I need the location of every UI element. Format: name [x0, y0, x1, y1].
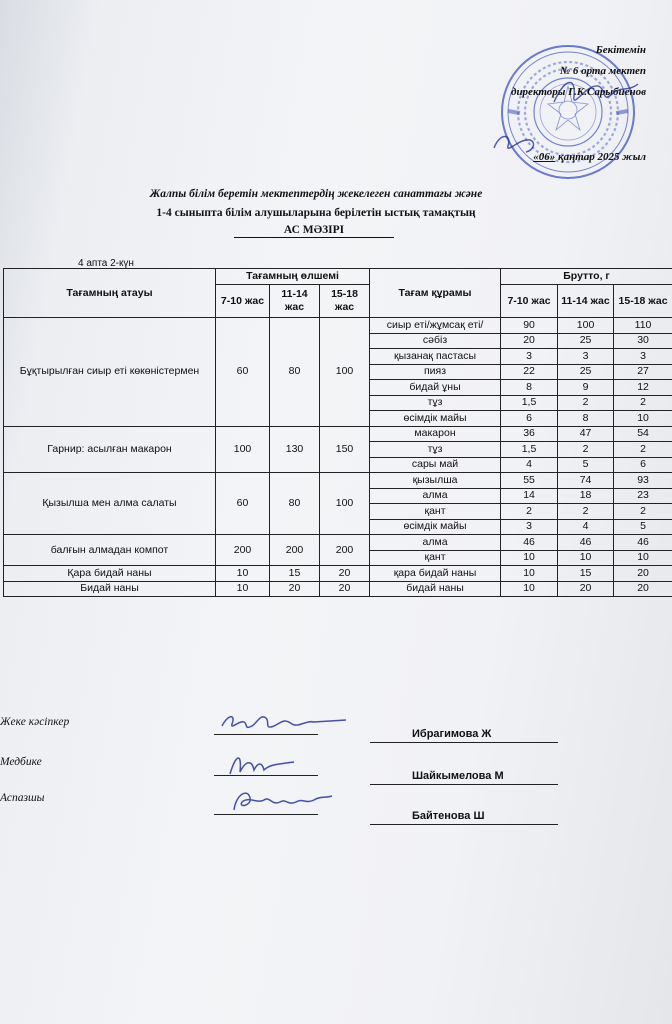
brutto-cell: 5 [614, 519, 672, 535]
table-row [4, 318, 672, 334]
dish-portion-cell: 20 [320, 581, 370, 597]
col-header-age-15-18: 15-18 жас [320, 285, 370, 318]
ingredient-name: бидай ұны [370, 380, 501, 396]
brutto-cell: 10 [501, 581, 558, 597]
ingredient-name: қызанақ пастасы [370, 349, 501, 365]
col-header-age-7-10: 7-10 жас [216, 285, 270, 318]
brutto-cell: 6 [501, 411, 558, 427]
brutto-cell: 55 [501, 473, 558, 489]
dish-portion-cell: 15 [270, 566, 320, 582]
col-header-brutto-age-11-14: 11-14 жас [558, 285, 614, 318]
brutto-cell: 9 [558, 380, 614, 396]
brutto-cell: 10 [614, 411, 672, 427]
menu-title-text: АС МӘЗІРІ [234, 224, 394, 238]
dish-name: Қара бидай наны [4, 566, 216, 582]
approval-date-day: «06» [533, 151, 556, 163]
nurse-signature [224, 750, 304, 778]
week-day-label: 4 апта 2-күн [78, 258, 134, 269]
col-header-brutto-age-15-18: 15-18 жас [614, 285, 672, 318]
brutto-cell: 3 [501, 349, 558, 365]
ingredient-name: бидай наны [370, 581, 501, 597]
table-row [4, 581, 672, 597]
dish-portion-cell: 200 [216, 535, 270, 566]
table-row [4, 473, 672, 489]
dish-portion-cell: 80 [270, 318, 320, 427]
ingredient-name: сиыр еті/жұмсақ еті/ [370, 318, 501, 334]
brutto-cell: 22 [501, 364, 558, 380]
menu-table [3, 268, 672, 597]
signature-role-nurse: Медбике [0, 756, 42, 768]
ingredient-name: қант [370, 550, 501, 566]
brutto-cell: 74 [558, 473, 614, 489]
brutto-cell: 46 [558, 535, 614, 551]
brutto-cell: 47 [558, 426, 614, 442]
brutto-cell: 2 [501, 504, 558, 520]
dish-portion-cell: 200 [270, 535, 320, 566]
brutto-cell: 12 [614, 380, 672, 396]
signature-name-cook: Байтенова Ш [412, 810, 485, 822]
brutto-cell: 18 [558, 488, 614, 504]
brutto-cell: 6 [614, 457, 672, 473]
brutto-cell: 20 [501, 333, 558, 349]
brutto-cell: 15 [558, 566, 614, 582]
brutto-cell: 2 [558, 504, 614, 520]
brutto-cell: 36 [501, 426, 558, 442]
dish-name: Қызылша мен алма салаты [4, 473, 216, 535]
ingredient-name: өсімдік майы [370, 519, 501, 535]
brutto-cell: 93 [614, 473, 672, 489]
col-header-age-11-14: 11-14 жас [270, 285, 320, 318]
dish-portion-cell: 100 [320, 318, 370, 427]
director-signature [546, 66, 646, 116]
dish-portion-cell: 130 [270, 426, 320, 473]
ingredient-name: өсімдік майы [370, 411, 501, 427]
brutto-cell: 23 [614, 488, 672, 504]
brutto-cell: 25 [558, 333, 614, 349]
brutto-cell: 10 [501, 550, 558, 566]
name-line-nurse [370, 784, 558, 785]
brutto-cell: 5 [558, 457, 614, 473]
ingredient-name: сәбіз [370, 333, 501, 349]
signature-name-entrepreneur: Ибрагимова Ж [412, 728, 492, 740]
ingredient-name: қызылша [370, 473, 501, 489]
dish-portion-cell: 10 [216, 566, 270, 582]
brutto-cell: 100 [558, 318, 614, 334]
table-row [4, 566, 672, 582]
table-row [4, 426, 672, 442]
brutto-cell: 1,5 [501, 442, 558, 458]
menu-table-body [4, 318, 672, 597]
brutto-cell: 30 [614, 333, 672, 349]
brutto-cell: 54 [614, 426, 672, 442]
dish-portion-cell: 80 [270, 473, 320, 535]
entrepreneur-signature [214, 708, 354, 738]
col-header-dish: Тағамның атауы [4, 269, 216, 318]
brutto-cell: 1,5 [501, 395, 558, 411]
brutto-cell: 2 [558, 442, 614, 458]
brutto-cell: 20 [614, 581, 672, 597]
col-header-measure: Тағамның өлшемі [216, 269, 370, 285]
dish-portion-cell: 100 [216, 426, 270, 473]
brutto-cell: 3 [614, 349, 672, 365]
name-line-entrepreneur [370, 742, 558, 743]
name-line-cook [370, 824, 558, 825]
brutto-cell: 4 [558, 519, 614, 535]
brutto-cell: 10 [614, 550, 672, 566]
header-line-2: 1-4 сыныпта білім алушыларына берілетін ыстық тамақтың [156, 207, 476, 219]
signature-name-nurse: Шайкымелова М [412, 770, 504, 782]
ingredient-name: тұз [370, 395, 501, 411]
dish-name: Гарнир: асылған макарон [4, 426, 216, 473]
brutto-cell: 8 [501, 380, 558, 396]
brutto-cell: 2 [614, 442, 672, 458]
brutto-cell: 90 [501, 318, 558, 334]
dish-portion-cell: 60 [216, 473, 270, 535]
cook-signature [228, 784, 338, 818]
brutto-cell: 20 [614, 566, 672, 582]
brutto-cell: 46 [501, 535, 558, 551]
brutto-cell: 46 [614, 535, 672, 551]
menu-title [0, 224, 650, 238]
dish-name: балғын алмадан компот [4, 535, 216, 566]
dish-name: Бидай наны [4, 581, 216, 597]
signature-role-cook: Аспазшы [0, 792, 45, 804]
dish-name: Бұқтырылған сиыр еті көкөністермен [4, 318, 216, 427]
brutto-cell: 2 [614, 395, 672, 411]
approval-date-rest: қаңтар 2025 жыл [555, 151, 646, 163]
signature-role-entrepreneur: Жеке кәсіпкер [0, 716, 70, 728]
dish-portion-cell: 100 [320, 473, 370, 535]
dish-portion-cell: 150 [320, 426, 370, 473]
ingredient-name: қара бидай наны [370, 566, 501, 582]
approval-line-director: директоры Г.К.Сарыбиенов [510, 86, 646, 98]
ingredient-name: сары май [370, 457, 501, 473]
header-line-1: Жалпы білім беретін мектептердің жекелеген санаттағы және [149, 188, 483, 200]
brutto-cell: 2 [558, 395, 614, 411]
col-header-composition: Тағам құрамы [370, 269, 501, 318]
dish-portion-cell: 10 [216, 581, 270, 597]
ingredient-name: алма [370, 535, 501, 551]
brutto-cell: 2 [614, 504, 672, 520]
dish-portion-cell: 60 [216, 318, 270, 427]
brutto-cell: 3 [501, 519, 558, 535]
dish-portion-cell: 20 [320, 566, 370, 582]
col-header-brutto-age-7-10: 7-10 жас [501, 285, 558, 318]
brutto-cell: 20 [558, 581, 614, 597]
table-row [4, 535, 672, 551]
brutto-cell: 27 [614, 364, 672, 380]
ingredient-name: тұз [370, 442, 501, 458]
dish-portion-cell: 200 [320, 535, 370, 566]
approval-line-school: № 6 орта мектеп [560, 65, 646, 77]
brutto-cell: 25 [558, 364, 614, 380]
brutto-cell: 14 [501, 488, 558, 504]
brutto-cell: 8 [558, 411, 614, 427]
approval-line-approve: Бекітемін [595, 44, 646, 56]
brutto-cell: 110 [614, 318, 672, 334]
col-header-brutto: Брутто, г [501, 269, 672, 285]
ingredient-name: алма [370, 488, 501, 504]
brutto-cell: 3 [558, 349, 614, 365]
ingredient-name: қант [370, 504, 501, 520]
brutto-cell: 10 [501, 566, 558, 582]
brutto-cell: 4 [501, 457, 558, 473]
brutto-cell: 10 [558, 550, 614, 566]
dish-portion-cell: 20 [270, 581, 320, 597]
ingredient-name: пияз [370, 364, 501, 380]
date-scribble [490, 128, 540, 158]
ingredient-name: макарон [370, 426, 501, 442]
